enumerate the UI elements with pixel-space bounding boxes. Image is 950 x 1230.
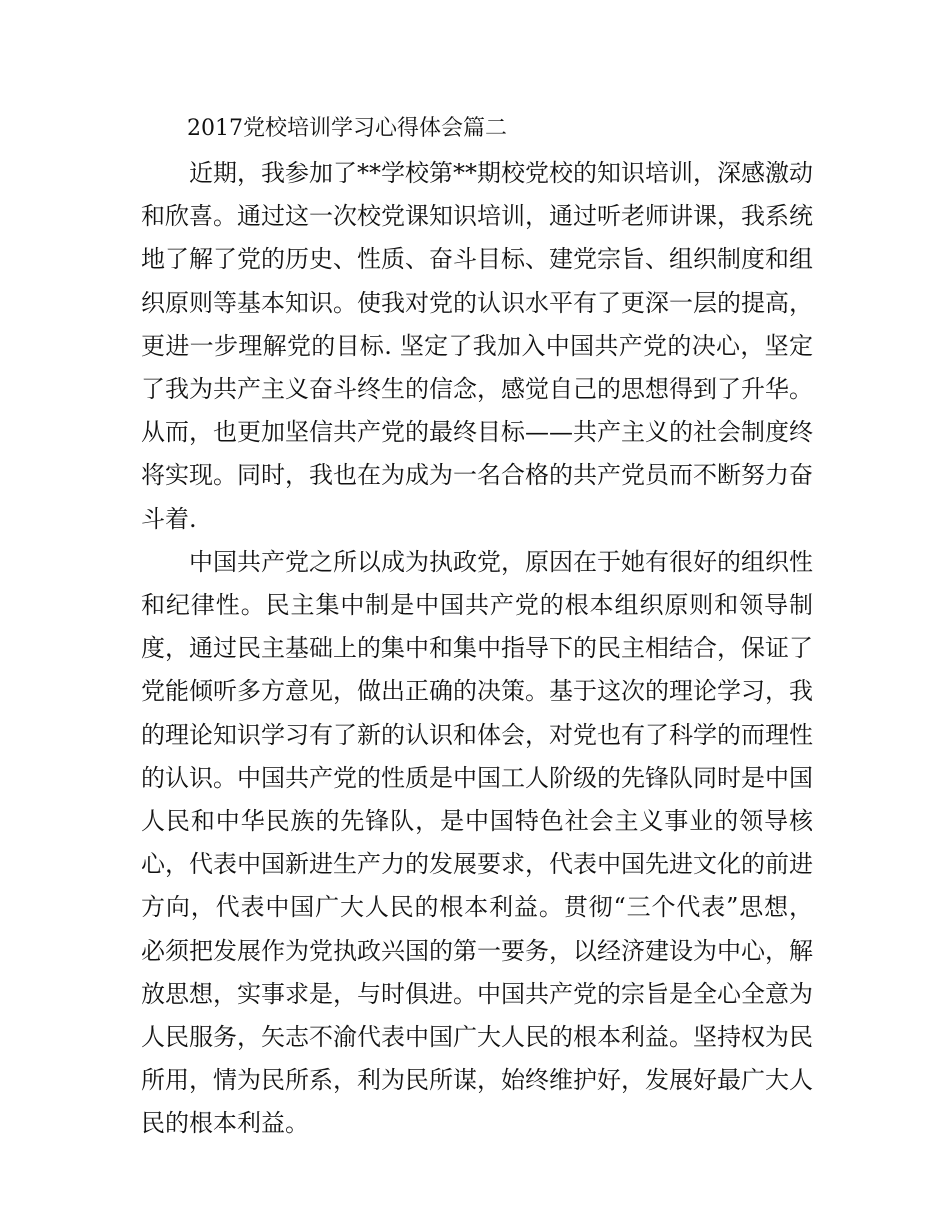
- document-body: [141, 110, 813, 1146]
- document-title: 2017党校培训学习心得体会篇二: [187, 116, 507, 141]
- paragraph-1: 近期，我参加了**学校第**期校党校的知识培训，深感激动和欣喜。通过这一次校党课知识培训，通过听老师讲课，我系统地了解了党的历史、性质、奋斗目标、建党宗旨、组织制度和组织原则等基本知识。使我对党的认识水平有了更深一层的提高，更进一步理解党的目标. 坚定了我加入中国共产党的决心，坚定了我为共产主义奋斗终生的信念，感觉自己的思想得到了升华。从而，也更加坚信共产党的最终目标——共产主义的社会制度终将实现。同时，我也在为成为一名合格的共产党员而不断努力奋斗着.: [141, 159, 813, 533]
- paragraph-2: 中国共产党之所以成为执政党，原因在于她有很好的组织性和纪律性。民主集中制是中国共产党的根本组织原则和领导制度，通过民主基础上的集中和集中指导下的民主相结合，保证了党能倾听多方意见，做出正确的决策。基于这次的理论学习，我的理论知识学习有了新的认识和体会，对党也有了科学的而理性的认识。中国共产党的性质是中国工人阶级的先锋队同时是中国人民和中华民族的先锋队，是中国特色社会主义事业的领导核心，代表中国新进生产力的发展要求，代表中国先进文化的前进方向，代表中国广大人民的根本利益。贯彻“三个代表”思想，必须把发展作为党执政兴国的第一要务，以经济建设为中心，解放思想，实事求是，与时俱进。中国共产党的宗旨是全心全意为人民服务，矢志不渝代表中国广大人民的根本利益。坚持权为民所用，情为民所系，利为民所谋，始终维护好，发展好最广大人民的根本利益。: [141, 547, 813, 1138]
